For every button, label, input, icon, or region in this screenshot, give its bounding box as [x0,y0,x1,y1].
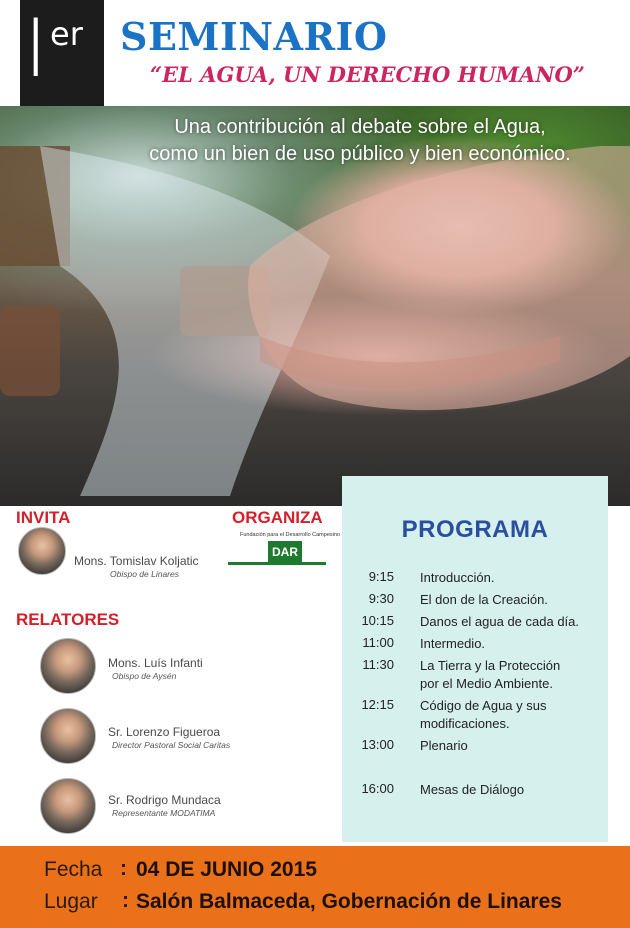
speaker-name: Sr. Rodrigo Mundaca [108,793,221,807]
programa-panel [342,476,608,842]
edition-suffix: er [50,15,83,53]
lugar-label: Lugar [44,890,98,913]
schedule-label-line: modificaciones. [420,716,510,731]
schedule-label: Intermedio. [420,636,486,651]
logo-underline [228,562,326,565]
fecha-value: 04 DE JUNIO 2015 [136,858,317,881]
header [0,0,630,106]
edition-number: I [24,2,48,95]
fecha-separator: : [120,857,127,880]
lugar-value: Salón Balmaceda, Gobernación de Linares [136,890,562,913]
schedule-label: Plenario [420,738,468,753]
schedule-time: 16:00 [361,781,394,796]
speaker-role: Obispo de Aysén [112,671,177,681]
schedule-label-line: por el Medio Ambiente. [420,676,553,691]
organiza-heading: ORGANIZA [232,508,323,527]
edition-badge [20,0,104,106]
schedule-time: 9:15 [368,569,394,584]
schedule-label: Danos el agua de cada día. [420,614,580,629]
fecha-label: Fecha [44,858,103,881]
schedule-label-line: Código de Agua y sus [420,698,547,713]
lugar-separator: : [122,889,129,912]
schedule-time: 11:30 [362,657,394,672]
logo-dar-text: DAR [268,541,302,563]
banner-tagline [130,114,590,168]
host-name: Mons. Tomislav Koljatic [74,554,199,568]
schedule-label: Mesas de Diálogo [420,782,525,797]
rock-bottom [0,306,60,396]
programa-title: PROGRAMA [401,516,549,543]
speaker-avatar [40,638,96,694]
schedule-time: 9:30 [368,591,394,606]
invita-heading: INVITA [16,508,71,527]
schedule-label [420,697,606,733]
speaker-name: Sr. Lorenzo Figueroa [108,725,221,739]
tagline-line2: como un bien de uso público y bien económico. [149,143,571,165]
speaker-avatar [40,708,96,764]
schedule-label-line: La Tierra y la Protección [420,658,561,673]
speaker-role: Director Pastoral Social Caritas [112,740,231,750]
schedule-time: 12:15 [361,697,394,712]
schedule-time: 10:15 [361,613,394,628]
hero-photo [0,106,630,506]
host-avatar [18,527,66,575]
logo-foundation-text: Fundación para el Desarrollo Campesino [240,532,340,538]
footer-band [0,846,630,928]
speaker-role: Representante MODATIMA [112,808,216,818]
schedule-label: Introducción. [420,570,495,585]
dar-logo [228,532,340,570]
schedule-label [420,657,606,693]
relatores-heading: RELATORES [16,610,120,629]
schedule-time: 11:00 [362,635,394,650]
speaker-avatar [40,778,96,834]
schedule-time: 13:00 [361,737,394,752]
tagline-line1: Una contribución al debate sobre el Agua, [174,116,546,138]
page-subtitle: “EL AGUA, UN DERECHO HUMANO” [150,62,585,87]
host-role: Obispo de Linares [110,569,179,579]
speaker-name: Mons. Luís Infanti [108,656,203,670]
page-title: SEMINARIO [120,14,388,59]
schedule-label: El don de la Creación. [420,592,548,607]
